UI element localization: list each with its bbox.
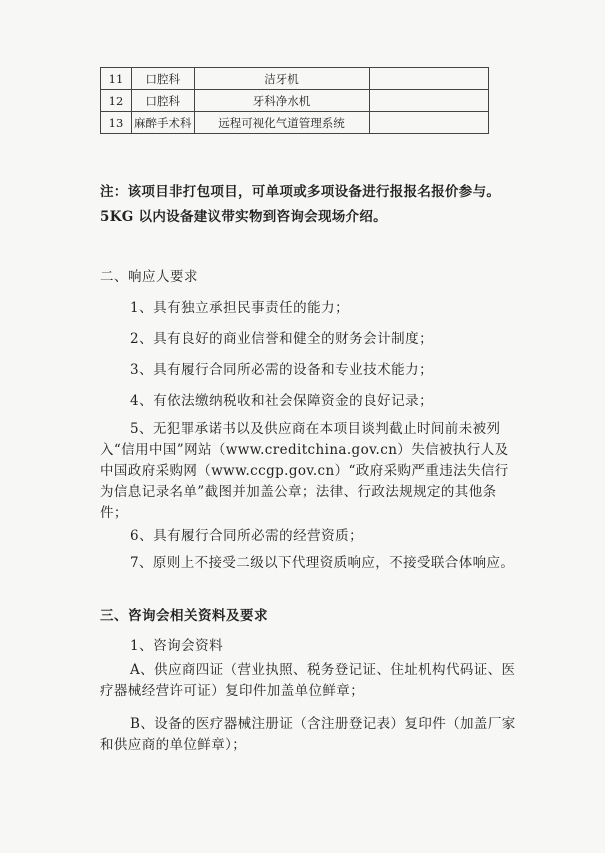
row-number: 12 (101, 90, 132, 112)
requirement-3: 3、具有履行合同所必需的设备和专业技术能力； (130, 362, 434, 378)
table-row (101, 90, 489, 112)
section2-heading: 二、响应人要求 (100, 269, 198, 285)
requirement-1: 1、具有独立承担民事责任的能力； (130, 300, 350, 316)
requirement-2: 2、具有良好的商业信誉和健全的财务会计制度； (130, 331, 434, 347)
row-blank-cell (369, 90, 488, 112)
row-equipment-name: 远程可视化气道管理系统 (194, 112, 369, 134)
material-a: A、供应商四证（营业执照、税务登记证、住址机构代码证、医疗器械经营许可证）复印件加盖单位鲜章； (100, 662, 516, 699)
row-blank-cell (369, 68, 488, 90)
row-number: 13 (101, 112, 132, 134)
note-paragraph: 注：该项目非打包项目，可单项或多项设备进行报报名报价参与。5KG 以内设备建议带实物到咨询会现场介绍。 (100, 184, 501, 225)
row-blank-cell (369, 112, 488, 134)
section3-heading: 三、咨询会相关资料及要求 (100, 608, 268, 624)
row-department: 麻醉手术科 (132, 112, 195, 134)
table-row (101, 68, 489, 90)
table-row (101, 112, 489, 134)
material-b: B、设备的医疗器械注册证（含注册登记表）复印件（加盖厂家和供应商的单位鲜章）； (100, 716, 516, 753)
row-number: 11 (101, 68, 132, 90)
section3-sub1: 1、咨询会资料 (130, 638, 224, 654)
equipment-table (100, 67, 489, 134)
requirement-6: 6、具有履行合同所必需的经营资质； (130, 528, 364, 544)
requirement-4: 4、有依法缴纳税收和社会保障资金的良好记录； (130, 393, 434, 409)
requirement-5: 5、无犯罪承诺书以及供应商在本项目谈判截止时间前未被列入“信用中国”网站（www.creditchina.gov.cn）失信被执行人及中国政府采购网（www.ccgp.gov.cn）“政府采购严重违法失信行为信息记录名单”截图并加盖公章；法律、行政法规规定的其他条件； (100, 421, 509, 521)
row-equipment-name: 洁牙机 (194, 68, 369, 90)
row-department: 口腔科 (132, 68, 195, 90)
row-department: 口腔科 (132, 90, 195, 112)
requirement-7: 7、原则上不接受二级以下代理资质响应，不接受联合体响应。 (130, 555, 515, 571)
row-equipment-name: 牙科净水机 (194, 90, 369, 112)
